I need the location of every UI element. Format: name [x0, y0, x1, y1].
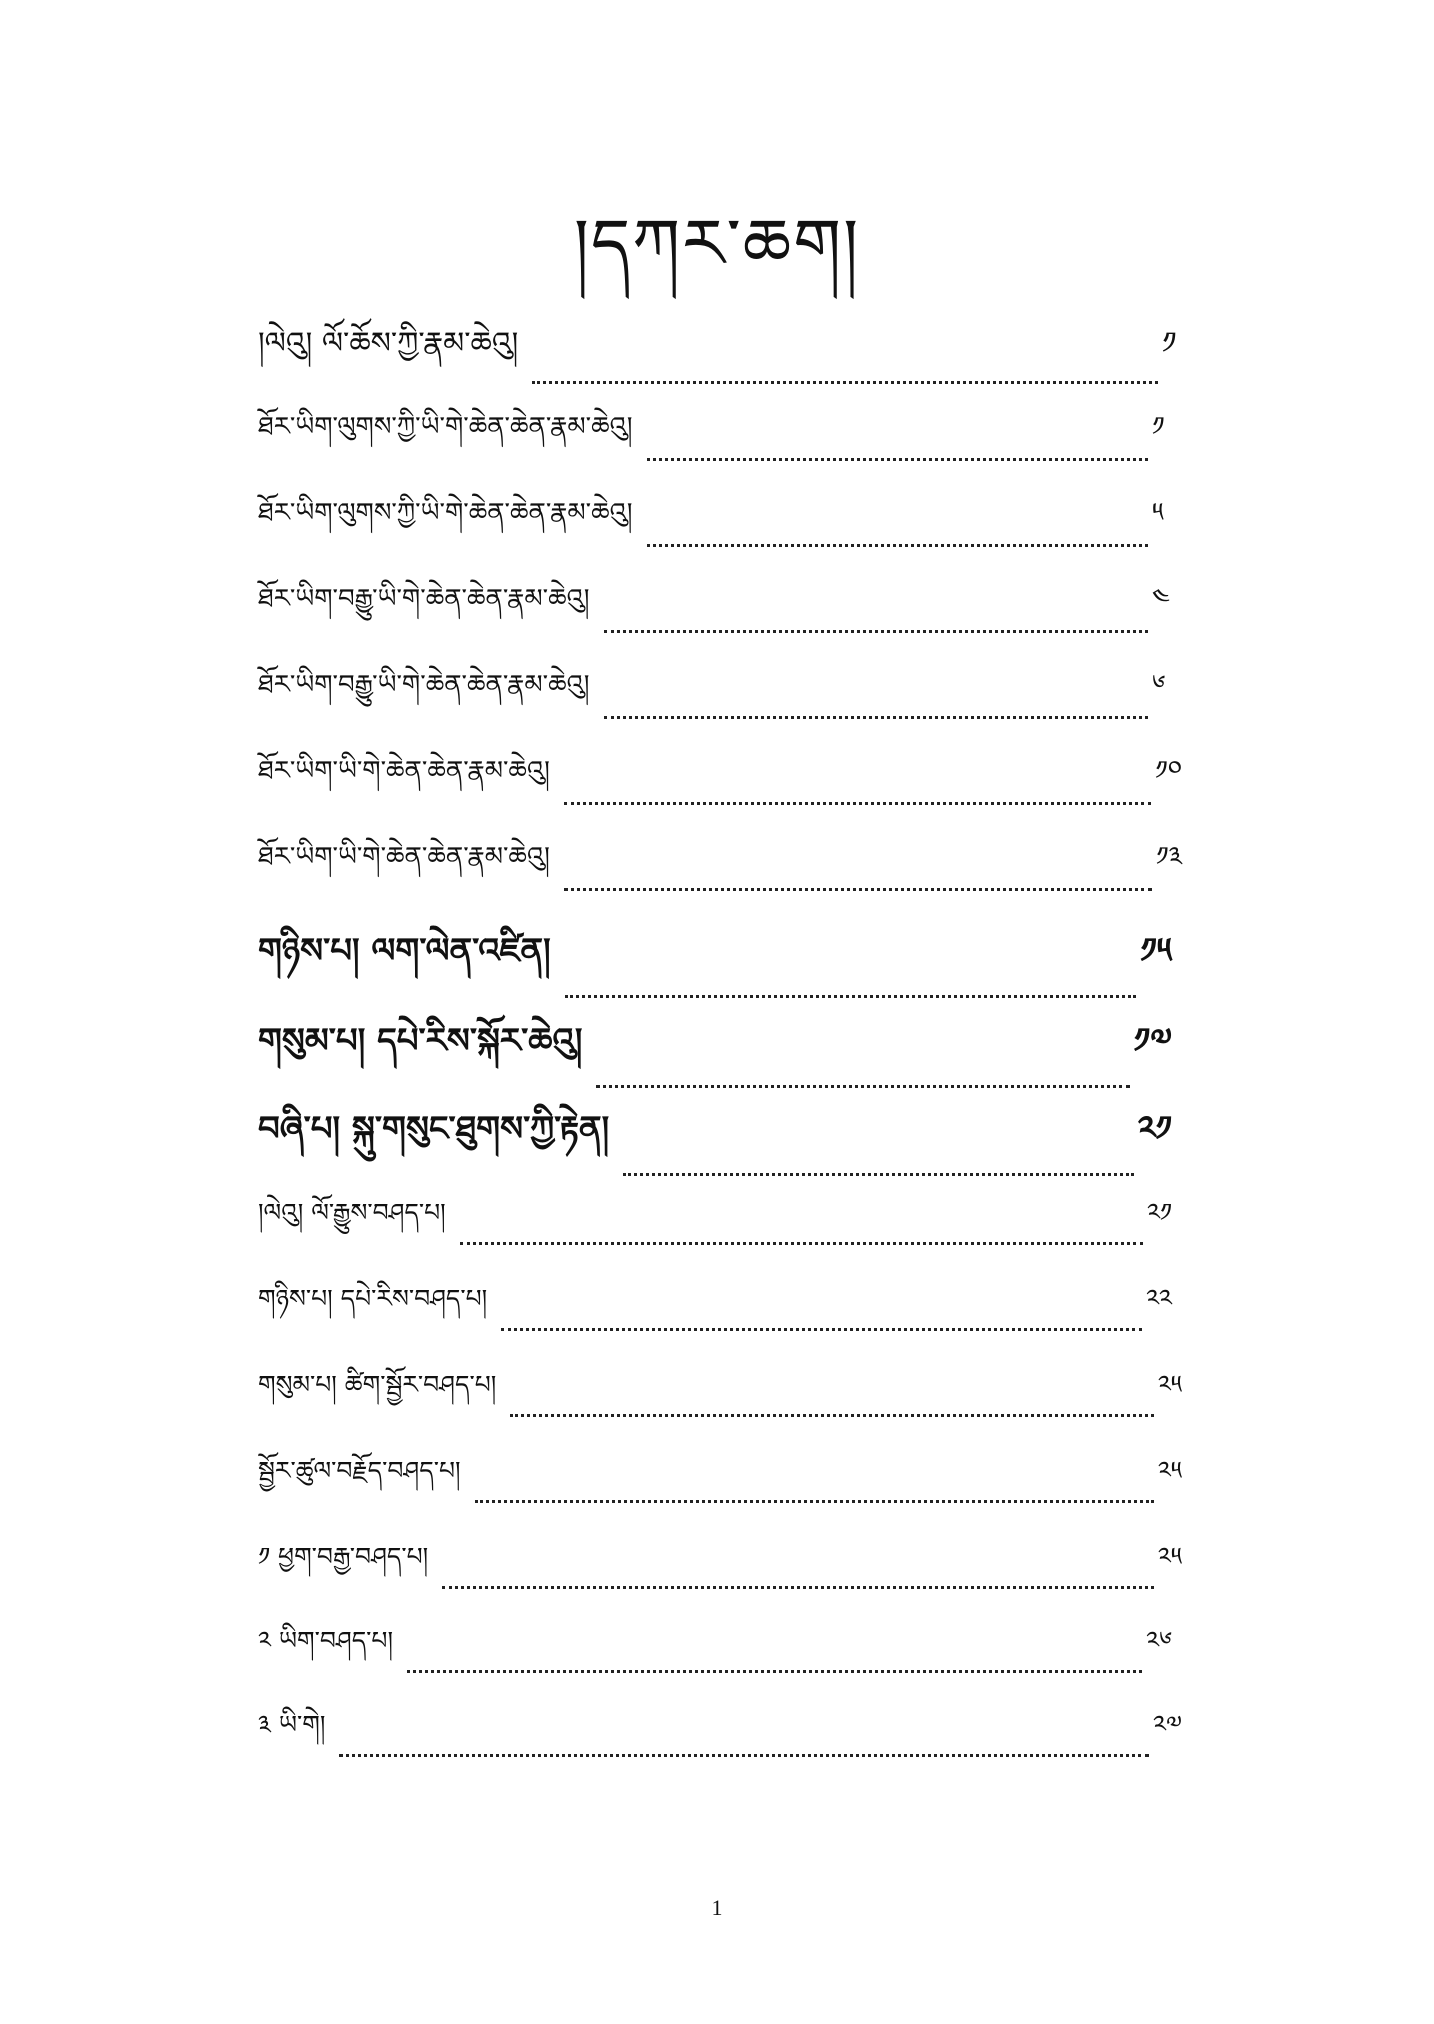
toc-entry-label: །ལེའུ། ལོ་རྒྱུས་བཤད་པ། [258, 1198, 446, 1227]
toc-entry-page: ༤ [1152, 584, 1170, 614]
toc-leader-dots [407, 1670, 1142, 1673]
toc-entry-label: ༣ ཡི་གེ། [258, 1710, 326, 1739]
toc-leader-dots [442, 1586, 1154, 1589]
toc-leader-dots [565, 995, 1137, 998]
toc-entry-label: ཐོར་ཡིག་བརྒྱུ་ཡི་གེ་ཆེན་ཆེན་རྣམ་ཆེའུ། [258, 584, 590, 614]
toc-leader-dots [475, 1500, 1154, 1503]
toc-leader-dots [623, 1173, 1134, 1176]
toc-entry-label: བཞི་པ། སྐུ་གསུང་ཐུགས་ཀྱི་རྟེན། [258, 1109, 610, 1149]
toc-leader-dots [564, 888, 1152, 891]
toc-entry [258, 1184, 1172, 1255]
toc-entry-page: ༦ [1152, 670, 1166, 700]
toc-entry-page: ༡༧ [1133, 1021, 1172, 1061]
toc-leader-dots [532, 381, 1158, 384]
toc-entry-page: ༢༡ [1137, 1109, 1172, 1149]
toc-entry-page: ༢༥ [1157, 1542, 1182, 1571]
toc-entry-page: ༡༠ [1155, 756, 1182, 786]
toc-entry-label: སྦྱོར་ཚུལ་བརྗོད་བཤད་པ། [258, 1456, 461, 1485]
toc-entry-page: ༥ [1152, 498, 1164, 528]
toc-entry [258, 1696, 1182, 1767]
toc-entry-label: ཐོར་ཡིག་བརྒྱུ་ཡི་གེ་ཆེན་ཆེན་རྣམ་ཆེའུ། [258, 670, 590, 700]
toc-leader-dots [647, 544, 1148, 547]
toc-entry-page: ༡ [1152, 412, 1165, 442]
toc-leader-dots [596, 1085, 1129, 1088]
toc-entry [258, 912, 1172, 1008]
toc-leader-dots [564, 802, 1151, 805]
toc-entry-label: ཐོར་ཡིག་ཡི་གེ་ཆེན་ཆེན་རྣམ་ཆེའུ། [258, 842, 550, 872]
page-number: 1 [711, 1895, 723, 1920]
toc-entry-label: གསུམ་པ། ཚིག་སྦྱོར་བཤད་པ། [258, 1370, 497, 1399]
toc-entry-label: ༡ ཕྱག་བརྒྱ་བཤད་པ། [258, 1542, 429, 1571]
toc-entry [258, 1528, 1182, 1599]
toc-entry [258, 828, 1182, 901]
page-title: །དཀར་ཆག། [573, 205, 861, 284]
toc-entry-label: གཉིས་པ། ལག་ལེན་འཛིན། [258, 931, 551, 971]
toc-entry [258, 484, 1172, 557]
toc-entry-label: ཐོར་ཡིག་ལུགས་ཀྱི་ཡི་གེ་ཆེན་ཆེན་རྣམ་ཆེའུ། [258, 498, 633, 528]
toc-entry [258, 1612, 1172, 1683]
toc-entry-label: ཐོར་ཡིག་ལུགས་ཀྱི་ཡི་གེ་ཆེན་ཆེན་རྣམ་ཆེའུ། [258, 412, 633, 442]
toc-entry-label: ཐོར་ཡིག་ཡི་གེ་ཆེན་ཆེན་རྣམ་ཆེའུ། [258, 756, 550, 786]
toc-entry [258, 570, 1172, 643]
toc-entry-page: ༢༢ [1146, 1284, 1172, 1313]
toc-entry [258, 742, 1182, 815]
toc-entry [258, 1090, 1172, 1186]
toc-leader-dots [510, 1414, 1154, 1417]
toc-entry-label: གསུམ་པ། དཔེ་རིས་སྐོར་ཆེའུ། [258, 1021, 583, 1061]
toc-entry-label: །ལེའུ། ལོ་ཆོས་ཀྱི་རྣམ་ཆེའུ། [258, 326, 519, 361]
toc-entry-page: ༢༥ [1157, 1456, 1182, 1485]
toc-entry [258, 1270, 1172, 1341]
toc-leader-dots [604, 630, 1148, 633]
toc-leader-dots [647, 458, 1148, 461]
toc-entry [258, 1442, 1182, 1513]
toc-entry-label: ༢ ཡིག་བཤད་པ། [258, 1626, 393, 1655]
toc-entry-label: གཉིས་པ། དཔེ་རིས་བཤད་པ། [258, 1284, 488, 1313]
toc-entry [258, 1356, 1182, 1427]
toc-entry-page: ༢༦ [1146, 1626, 1172, 1655]
toc-entry-page: ༢༡ [1146, 1198, 1172, 1227]
toc-entry-page: ༡༥ [1140, 931, 1172, 971]
toc-entry [258, 1002, 1172, 1098]
toc-leader-dots [604, 716, 1148, 719]
toc-leader-dots [501, 1328, 1142, 1331]
toc-entry [258, 398, 1172, 471]
toc-entry [258, 310, 1182, 394]
toc-entry-page: ༢༥ [1157, 1370, 1182, 1399]
toc-entry [258, 656, 1172, 729]
toc-entry-page: ༡༣ [1155, 842, 1182, 872]
toc-entry-page: ༢༧ [1153, 1710, 1182, 1739]
toc-leader-dots [460, 1242, 1143, 1245]
toc-leader-dots [339, 1754, 1149, 1757]
toc-entry-page: ༡ [1162, 326, 1177, 361]
